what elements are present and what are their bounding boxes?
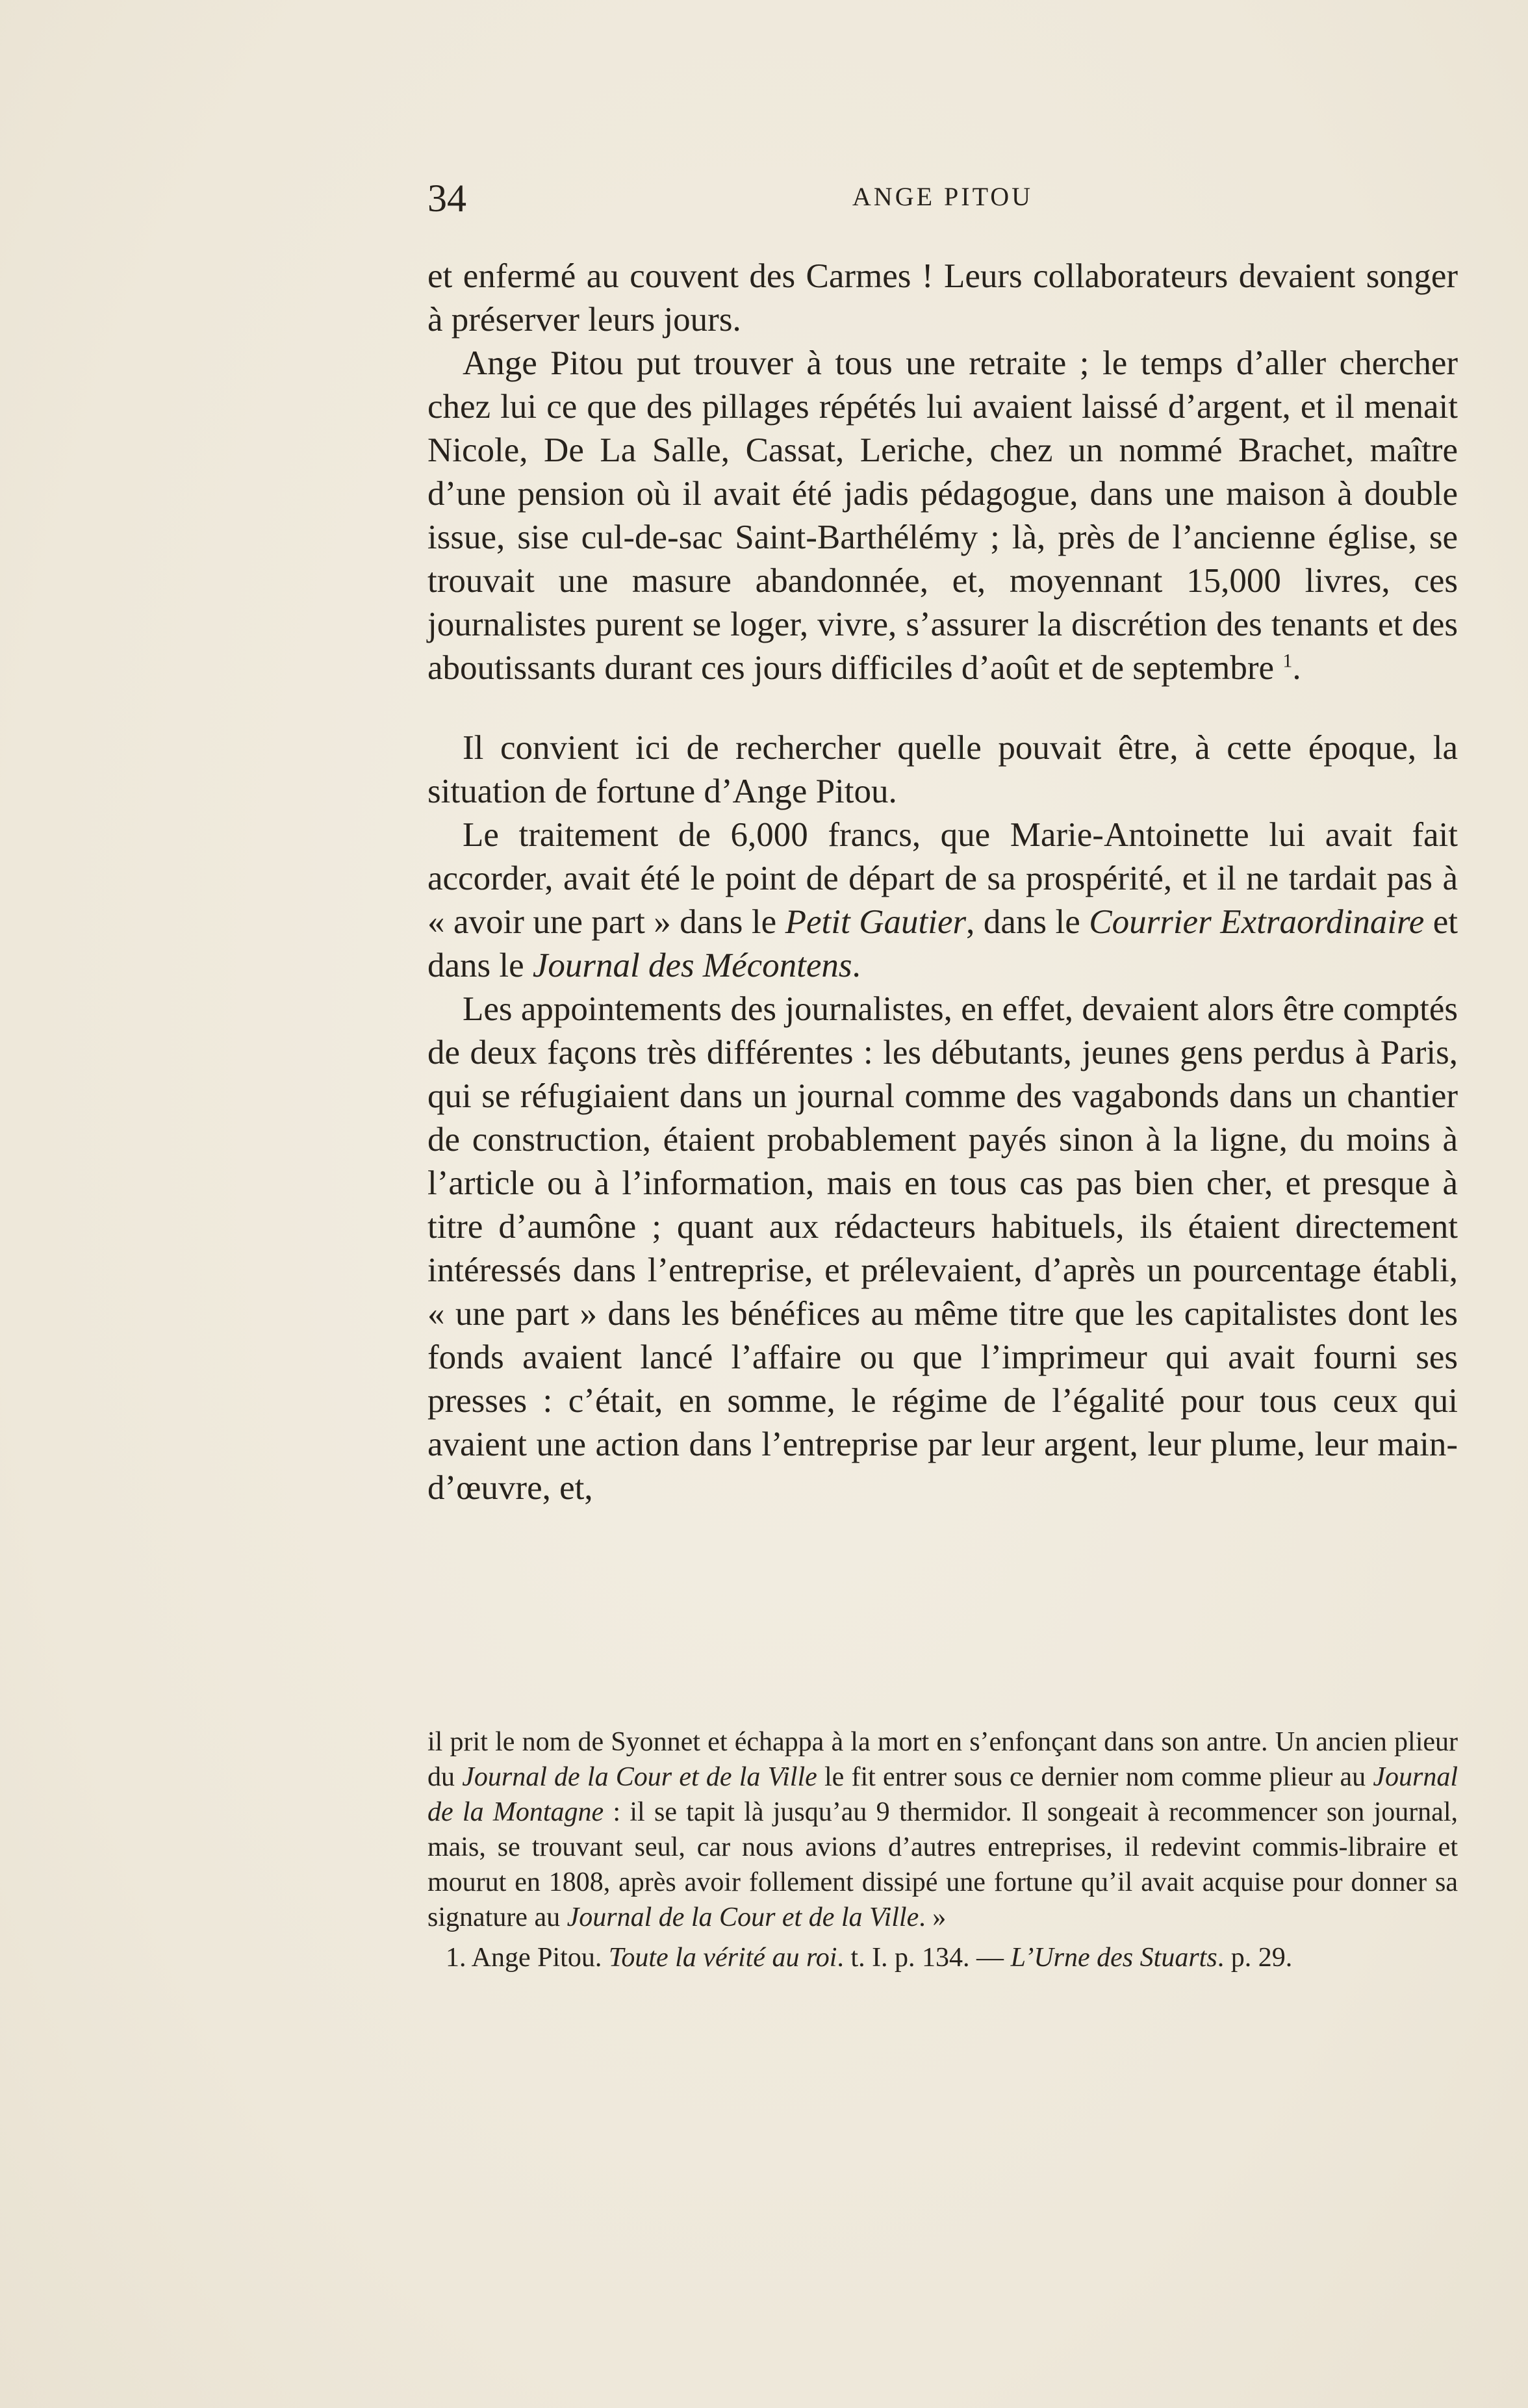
- paragraph-1: et enfermé au couvent des Carmes ! Leurs collaborateurs devaient songer à préserver leurs jours.: [427, 257, 1458, 339]
- footnotes: [427, 1724, 1458, 1975]
- footnote-1: 1. Ange Pitou. Toute la vérité au roi. t. I. p. 134. — L’Urne des Stuarts. p. 29.: [446, 1943, 1293, 1973]
- page-header: [427, 175, 1458, 221]
- running-title: ANGE PITOU: [852, 182, 1034, 211]
- title-journal-des-mecontens: Journal des Mécontens: [532, 947, 852, 984]
- page-number: 34: [427, 177, 466, 220]
- footnote-continuation: il prit le nom de Syonnet et échappa à la mort en s’enfonçant dans son antre. Un ancien plieur du Journal de la Cour et de la Ville le fit entrer sous ce dernier nom comme plieur au Journal de la Montagne : il se tapit là jusqu’au 9 thermidor. Il songeait à recommencer son journal, mais, se trouvant seul, car nous avions d’autres entreprises, il redevint commis-libraire et mourut en 1808, après avoir follement dissipé une fortune qu’il avait acquise pour donner sa signature au Journal de la Cour et de la Ville. »: [427, 1727, 1458, 1932]
- paragraph-5: Les appointements des journalistes, en effet, devaient alors être comptés de deux façons très différentes : les débutants, jeunes gens perdus à Paris, qui se réfugiaient dans un journal comme des vagabonds dans un chantier de construction, étaient probablement payés sinon à la ligne, du moins à l’article ou à l’information, mais en tous cas pas bien cher, et presque à titre d’aumône ; quant aux rédacteurs habituels, ils étaient directement intéressés dans l’entreprise, et prélevaient, d’après un pourcentage établi, « une part » dans les bénéfices au même titre que les capitalistes dont les fonds avaient lancé l’affaire ou que l’imprimeur qui avait fourni ses presses : c’était, en somme, le régime de l’égalité pour tous ceux qui avaient une action dans l’entreprise par leur argent, leur plume, leur main-d’œuvre, et,: [427, 990, 1458, 1507]
- title-courrier-extraordinaire: Courrier Extraordinaire: [1089, 903, 1425, 941]
- paragraph-3: Il convient ici de rechercher quelle pouvait être, à cette époque, la situation de fortune d’Ange Pitou.: [427, 729, 1458, 810]
- main-text: [427, 255, 1458, 1510]
- footnote-reference: 1: [1282, 650, 1293, 672]
- paragraph-2: Ange Pitou put trouver à tous une retraite ; le temps d’aller chercher chez lui ce que des pillages répétés lui avaient laissé d’argent, et il menait Nicole, De La Salle, Cassat, Leriche, chez un nommé Brachet, maître d’une pension où il avait été jadis pédagogue, dans une maison à double issue, sise cul-de-sac Saint-Barthélémy ; là, près de l’ancienne église, se trouvait une masure abandonnée, et, moyennant 15,000 livres, ces journalistes purent se loger, vivre, s’assurer la discrétion des tenants et des aboutissants durant ces jours difficiles d’août et de septembre $^1$.: [427, 344, 1458, 687]
- title-petit-gautier: Petit Gautier: [785, 903, 967, 941]
- paragraph-4: Le traitement de 6,000 francs, que Marie-Antoinette lui avait fait accorder, avait été le point de départ de sa prospérité, et il ne tardait pas à « avoir une part » dans le Petit Gautier, dans le Courrier Extraordinaire et dans le Journal des Mécontens.: [427, 816, 1458, 984]
